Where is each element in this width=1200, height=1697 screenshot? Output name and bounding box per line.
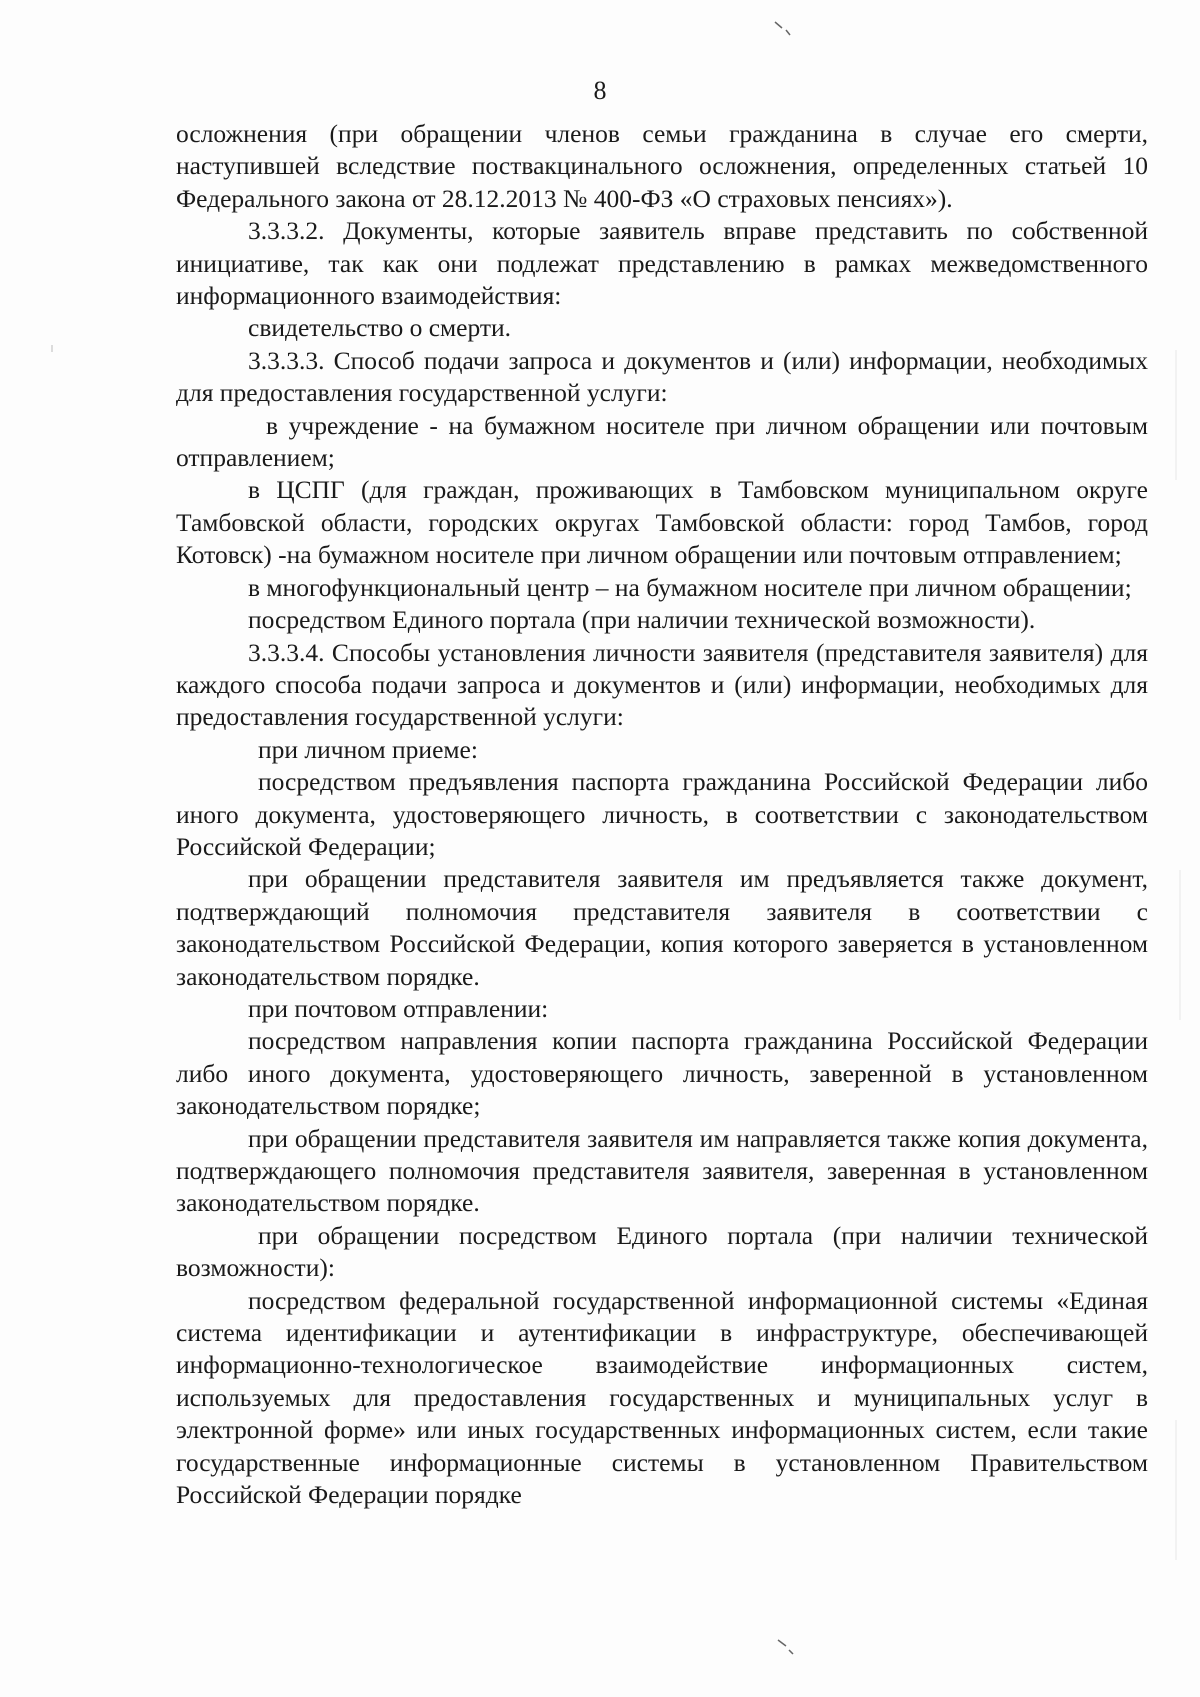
paragraph: посредством направления копии паспорта гражданина Российской Федерации либо иного документа, удостоверяющего личность, заверенной в установленном законодательством порядке;: [176, 1026, 1148, 1121]
page-number: 8: [593, 76, 607, 105]
paragraph: при обращении представителя заявителя им направляется также копия документа, подтверждающего полномочия представителя заявителя, заверенная в установленном законодательством порядке.: [176, 1123, 1148, 1218]
paragraph: при личном приеме:: [258, 734, 478, 764]
paragraph: при обращении представителя заявителя им предъявляется также документ, подтверждающий полномочия представителя заявителя в соответствии с законодательством Российской Федерации, копия которого заверяется в установленном законодательством порядке.: [176, 864, 1148, 991]
paragraph: свидетельство о смерти.: [248, 313, 512, 343]
paragraph: 3.3.3.3. Способ подачи запроса и документов и (или) информации, необходимых для предоставления государственной услуги:: [176, 345, 1148, 408]
paragraph: в учреждение - на бумажном носителе при личном обращении или почтовым отправлением;: [176, 410, 1148, 473]
paragraph: при почтовом отправлении:: [248, 993, 549, 1023]
paragraph: 3.3.3.2. Документы, которые заявитель вправе представить по собственной инициативе, так как они подлежат представлению в рамках межведомственного информационного взаимодействия:: [176, 216, 1148, 311]
paragraph: при обращении посредством Единого портала (при наличии технической возможности):: [176, 1220, 1148, 1283]
document-body: [176, 118, 1148, 1511]
paragraph: в ЦСПГ (для граждан, проживающих в Тамбовском муниципальном округе Тамбовской области, городских округах Тамбовской области: город Тамбов, город Котовск) -на бумажном носителе при личном обращении или почтовым отправлением;: [176, 475, 1148, 570]
paragraph: посредством Единого портала (при наличии технической возможности).: [248, 605, 1036, 635]
paragraph: 3.3.3.4. Способы установления личности заявителя (представителя заявителя) для каждого способа подачи запроса и документов и (или) информации, необходимых для предоставления государственной услуги:: [176, 637, 1148, 732]
paragraph: посредством федеральной государственной информационной системы «Единая система идентификации и аутентификации в инфраструктуре, обеспечивающей информационно-технологическое взаимодействие информационных систем, используемых для предоставления государственных и муниципальных услуг в электронной форме» или иных государственных информационных систем, если такие государственные информационные системы в установленном Правительством Российской Федерации порядке: [176, 1285, 1148, 1510]
paragraph: посредством предъявления паспорта гражданина Российской Федерации либо иного документа, удостоверяющего личность, в соответствии с законодательством Российской Федерации;: [176, 767, 1148, 861]
paragraph: осложнения (при обращении членов семьи гражданина в случае его смерти, наступившей вследствие поствакцинального осложнения, определенных статьей 10 Федерального закона от 28.12.2013 № 400-ФЗ «О страховых пенсиях»).: [176, 119, 1148, 213]
paragraph: в многофункциональный центр – на бумажном носителе при личном обращении;: [248, 572, 1132, 602]
